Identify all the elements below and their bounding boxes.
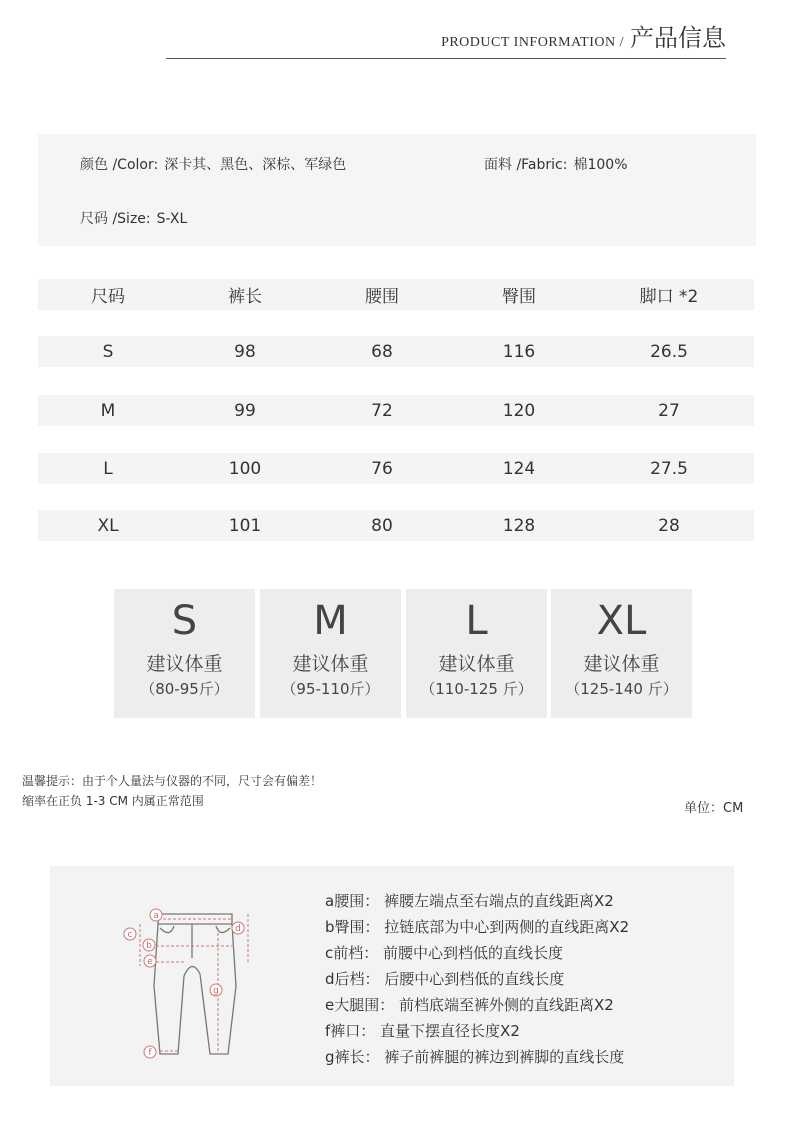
measurement-guide bbox=[50, 866, 734, 1086]
color-info bbox=[80, 154, 346, 174]
measure-thigh: e大腿围： 前档底端至裤外侧的直线距离X2 bbox=[325, 996, 614, 1014]
weight-label: 建议体重 bbox=[146, 653, 223, 675]
cell-size: M bbox=[100, 400, 116, 421]
cell-waist: 76 bbox=[371, 458, 393, 479]
diagram-label-b: b bbox=[146, 941, 152, 951]
cell-size: XL bbox=[97, 515, 119, 536]
table-row bbox=[38, 336, 754, 367]
cell-hem: 26.5 bbox=[650, 341, 688, 362]
cell-length: 99 bbox=[234, 400, 256, 421]
size-label: 尺码 /Size: bbox=[80, 211, 151, 227]
diagram-label-e: e bbox=[147, 957, 153, 967]
diagram-label-f: f bbox=[148, 1048, 152, 1058]
header-size: 尺码 bbox=[91, 287, 125, 307]
measure-front-rise: c前档： 前腰中心到档低的直线长度 bbox=[325, 944, 564, 962]
diagram-label-g: g bbox=[213, 986, 219, 996]
cell-waist: 80 bbox=[371, 515, 393, 536]
cell-size: L bbox=[103, 458, 113, 479]
weight-range: （125-140 斤） bbox=[565, 680, 678, 698]
cell-hip: 128 bbox=[502, 515, 536, 536]
measure-hem: f裤口： 直量下摆直径长度X2 bbox=[325, 1022, 520, 1040]
color-value: 深卡其、黑色、深棕、军绿色 bbox=[164, 157, 347, 173]
header-hem: 脚口 *2 bbox=[639, 287, 699, 307]
cell-hip: 116 bbox=[502, 341, 536, 362]
weight-range: （95-110斤） bbox=[281, 680, 380, 698]
measure-hip: b臀围： 拉链底部为中心到两侧的直线距离X2 bbox=[325, 918, 630, 936]
cell-hem: 27.5 bbox=[650, 458, 688, 479]
weight-range: （110-125 斤） bbox=[420, 680, 533, 698]
table-row bbox=[38, 510, 754, 541]
weight-size: S bbox=[171, 598, 198, 644]
color-label: 颜色 /Color: bbox=[80, 157, 159, 173]
cell-hip: 120 bbox=[502, 400, 536, 421]
shrink-note: 缩率在正负 1-3 CM 内属正常范围 bbox=[22, 794, 204, 808]
cell-size: S bbox=[102, 341, 114, 362]
weight-card-m bbox=[260, 589, 401, 718]
weight-size: L bbox=[465, 598, 488, 644]
header-length: 裤长 bbox=[228, 287, 262, 307]
size-value: S-XL bbox=[156, 211, 188, 227]
title-english: PRODUCT INFORMATION / bbox=[441, 35, 624, 50]
unit-note: 单位：CM bbox=[684, 801, 744, 816]
diagram-label-d: d bbox=[235, 924, 241, 934]
size-info bbox=[80, 208, 187, 228]
cell-waist: 72 bbox=[371, 400, 393, 421]
fabric-info bbox=[484, 154, 628, 174]
cell-waist: 68 bbox=[371, 341, 393, 362]
title-chinese: 产品信息 bbox=[630, 24, 726, 52]
cell-hem: 27 bbox=[658, 400, 680, 421]
cell-length: 98 bbox=[234, 341, 256, 362]
measure-waist: a腰围： 裤腰左端点至右端点的直线距离X2 bbox=[325, 892, 614, 910]
weight-label: 建议体重 bbox=[583, 653, 660, 675]
diagram-label-a: a bbox=[153, 911, 159, 921]
diagram-label-c: c bbox=[127, 930, 133, 940]
weight-card-xl bbox=[551, 589, 692, 718]
measure-back-rise: d后档： 后腰中心到档低的直线长度 bbox=[325, 970, 565, 988]
weight-range: （80-95斤） bbox=[140, 680, 229, 698]
weight-label: 建议体重 bbox=[438, 653, 515, 675]
header-waist: 腰围 bbox=[365, 287, 399, 307]
header-hip: 臀围 bbox=[502, 287, 536, 307]
tip-note: 温馨提示：由于个人量法与仪器的不同，尺寸会有偏差！ bbox=[22, 774, 323, 788]
weight-card-l bbox=[406, 589, 547, 718]
cell-length: 101 bbox=[228, 515, 262, 536]
fabric-label: 面料 /Fabric: bbox=[484, 157, 568, 173]
weight-size: XL bbox=[596, 598, 647, 644]
weight-label: 建议体重 bbox=[292, 653, 369, 675]
size-table-header bbox=[38, 279, 754, 310]
measure-length: g裤长： 裤子前裤腿的裤边到裤脚的直线长度 bbox=[325, 1048, 625, 1066]
fabric-value: 棉100% bbox=[573, 157, 628, 173]
table-row bbox=[38, 395, 754, 426]
weight-card-s bbox=[114, 589, 255, 718]
table-row bbox=[38, 453, 754, 484]
page-title bbox=[441, 18, 726, 53]
product-info-box bbox=[38, 134, 756, 246]
cell-hem: 28 bbox=[658, 515, 680, 536]
cell-hip: 124 bbox=[502, 458, 536, 479]
cell-length: 100 bbox=[228, 458, 262, 479]
header-divider bbox=[166, 58, 726, 59]
weight-size: M bbox=[313, 598, 348, 644]
